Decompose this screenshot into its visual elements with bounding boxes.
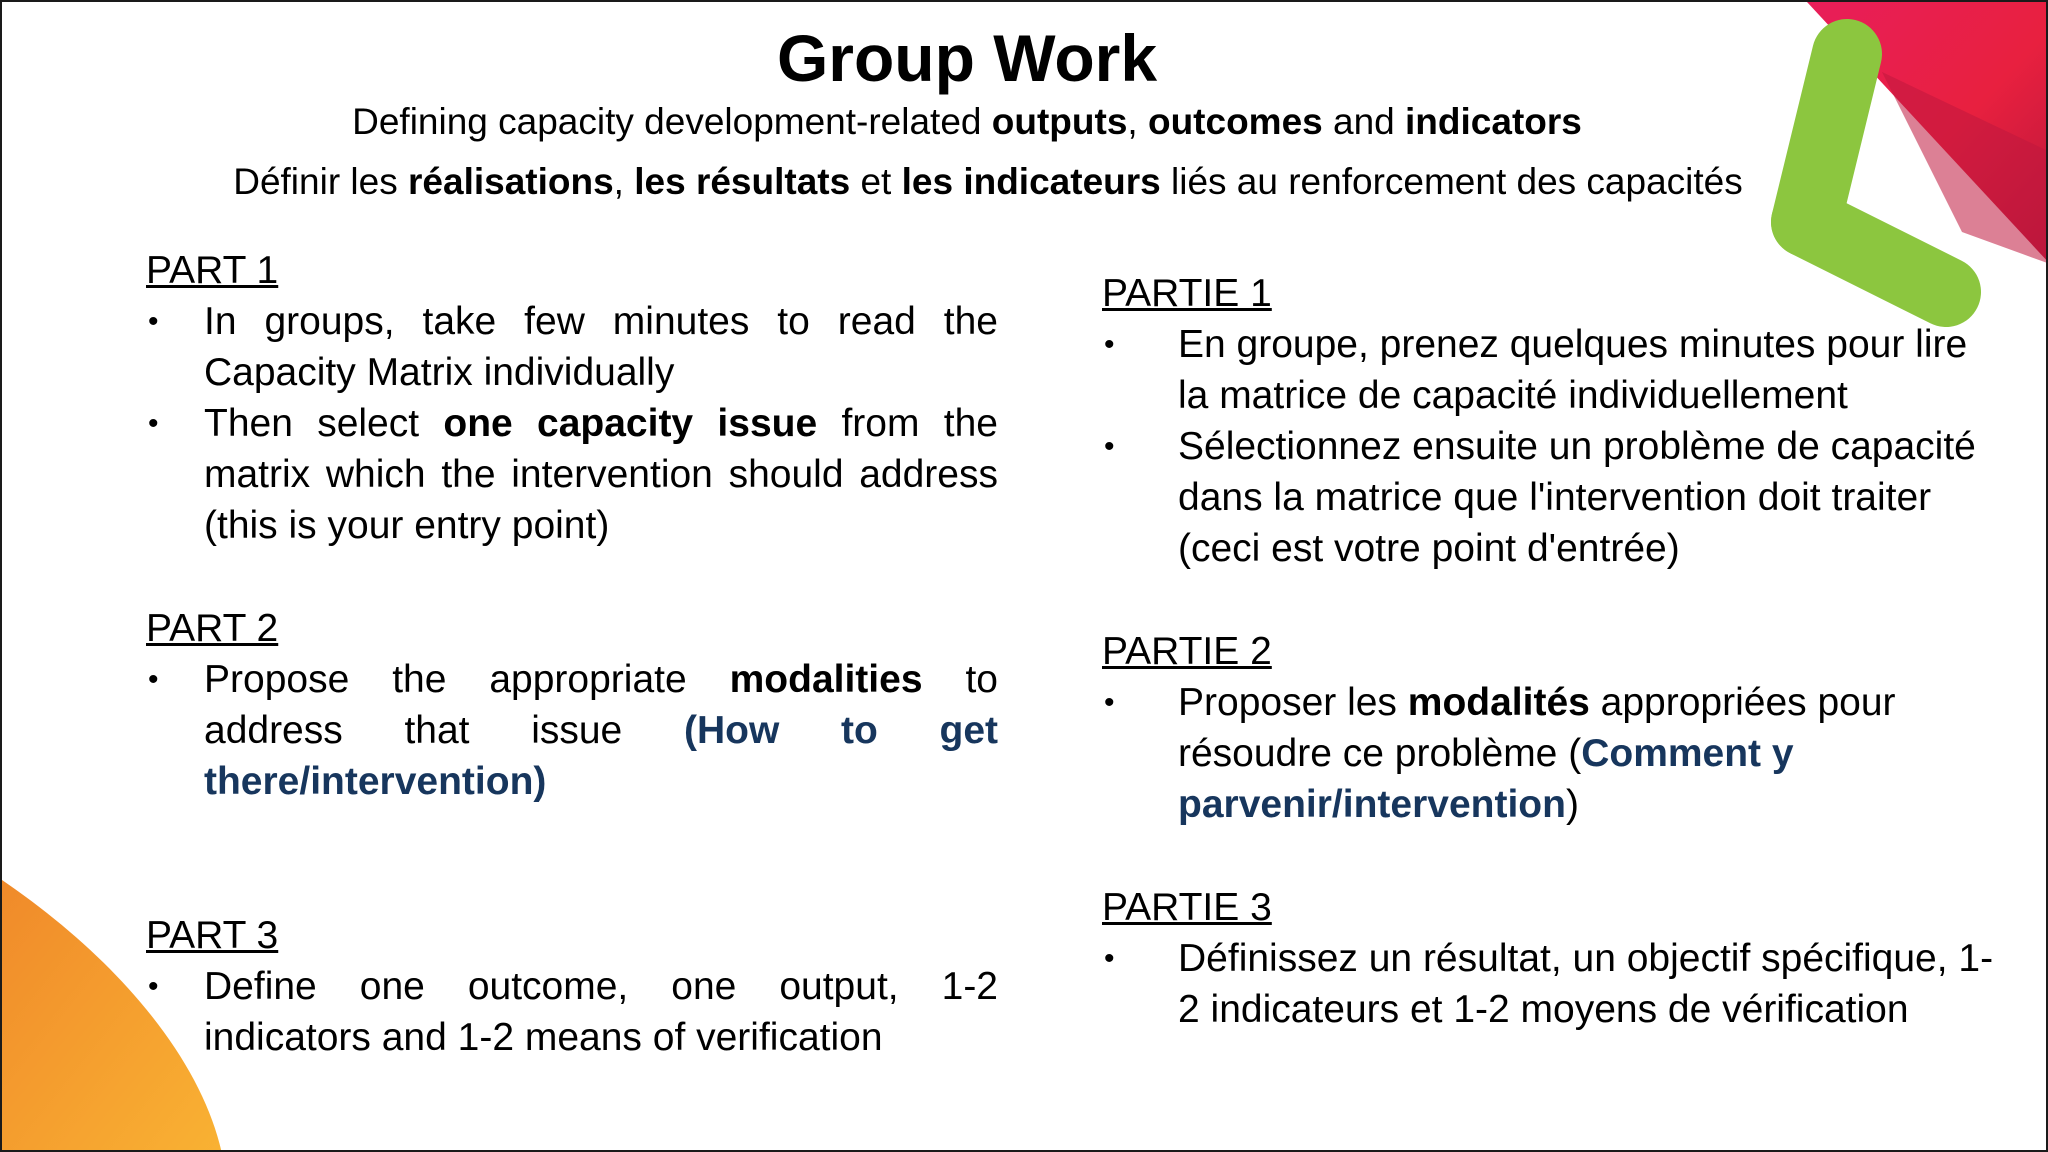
subtitle-en-text-3: and <box>1322 101 1406 142</box>
partie-2-heading: PARTIE 2 <box>1102 630 1272 673</box>
subtitle-en-bold-outputs: outputs <box>991 101 1128 142</box>
part-2-bullet-1-text-2: to address that issue <box>204 658 998 752</box>
part-1-bullet-2-text-2: from the matrix which the intervention should address (this is your entry point) <box>204 402 998 547</box>
part-2-bullet-1-text-1: Propose the appropriate <box>204 658 730 701</box>
partie-2-bullet-1-text-3: ) <box>1565 783 1579 826</box>
partie-1-section <box>1102 268 2002 574</box>
partie-3-list <box>1102 933 2002 1035</box>
part-1-bullet-2 <box>146 398 998 551</box>
partie-2-bullet-1-highlight: Comment y parvenir/intervention <box>1178 732 1794 826</box>
subtitle-fr-bold-indicateurs: les indicateurs <box>901 161 1161 202</box>
part-3-section <box>146 910 998 1063</box>
partie-3-section <box>1102 882 2002 1035</box>
subtitle-english <box>2 98 1932 146</box>
part-1-list <box>146 296 998 551</box>
english-column <box>146 245 998 1063</box>
subtitle-en-text-1: Defining capacity development-related <box>352 101 992 142</box>
part-3-list <box>146 961 998 1063</box>
subtitle-fr-bold-resultats: les résultats <box>634 161 851 202</box>
part-2-bullet-1-highlight: (How to get there/intervention) <box>204 709 998 803</box>
partie-2-bullet-1-bold: modalités <box>1407 681 1590 724</box>
part-1-bullet-2-bold: one capacity issue <box>443 402 818 445</box>
partie-1-bullet-1: • En groupe, prenez quelques minutes pour lire la matrice de capacité individuellement <box>1102 319 2002 421</box>
part-2-bullet-1-bold: modalities <box>729 658 923 701</box>
part-2-list <box>146 654 998 807</box>
subtitle-en-bold-outcomes: outcomes <box>1147 101 1323 142</box>
partie-3-bullet-1: • Définissez un résultat, un objectif spécifique, 1-2 indicateurs et 1-2 moyens de vérification <box>1102 933 2002 1035</box>
french-column <box>1102 268 2002 1035</box>
partie-2-bullet-1-text-2: appropriées pour résoudre ce problème ( <box>1178 681 1896 775</box>
part-3-heading: PART 3 <box>146 914 279 957</box>
part-1-bullet-2-text-1: Then select <box>204 402 444 445</box>
subtitle-french <box>2 158 2048 206</box>
subtitle-fr-text-4: liés au renforcement des capacités <box>1160 161 1743 202</box>
subtitle-fr-text-3: et <box>850 161 902 202</box>
partie-3-heading: PARTIE 3 <box>1102 886 1272 929</box>
subtitle-fr-text-2: , <box>613 161 635 202</box>
subtitle-en-text-2: , <box>1127 101 1148 142</box>
part-1-heading: PART 1 <box>146 249 279 292</box>
part-1-section <box>146 245 998 551</box>
part-2-heading: PART 2 <box>146 607 279 650</box>
partie-2-bullet-1 <box>1102 677 2002 830</box>
partie-1-bullet-2: • Sélectionnez ensuite un problème de capacité dans la matrice que l'intervention doit traiter (ceci est votre point d'entrée) <box>1102 421 2002 574</box>
subtitle-en-bold-indicators: indicators <box>1405 101 1582 142</box>
part-2-section <box>146 603 998 807</box>
subtitle-fr-bold-realisations: réalisations <box>408 161 614 202</box>
partie-1-heading: PARTIE 1 <box>1102 272 1272 315</box>
part-1-bullet-1: • In groups, take few minutes to read the Capacity Matrix individually <box>146 296 998 398</box>
partie-1-list <box>1102 319 2002 574</box>
part-3-bullet-1: • Define one outcome, one output, 1-2 indicators and 1-2 means of verification <box>146 961 998 1063</box>
subtitle-fr-text-1: Définir les <box>233 161 409 202</box>
part-2-bullet-1 <box>146 654 998 807</box>
slide-title: Group Work <box>776 21 1158 95</box>
partie-2-list <box>1102 677 2002 830</box>
partie-2-bullet-1-text-1: Proposer les <box>1178 681 1408 724</box>
partie-2-section <box>1102 626 2002 830</box>
